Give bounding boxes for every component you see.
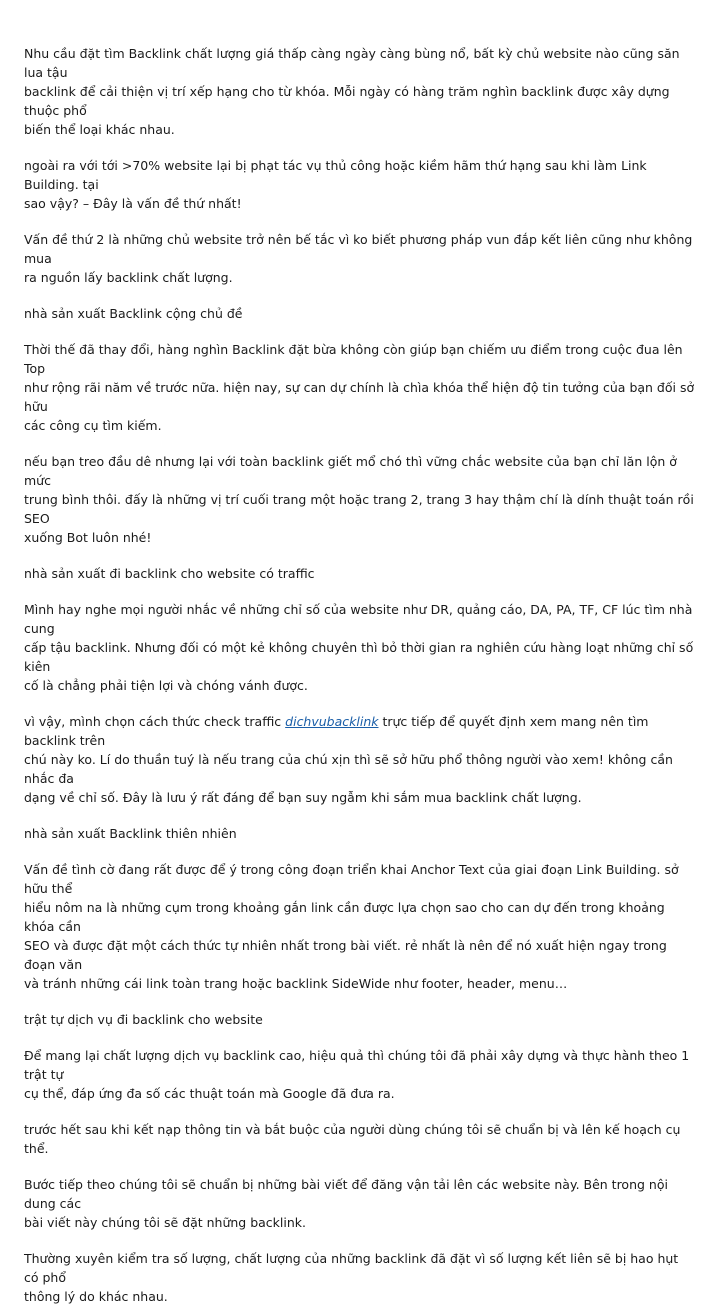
section-heading-topic-backlink: nhà sản xuất Backlink cộng chủ đề: [24, 306, 243, 321]
process-step-two-paragraph: Bước tiếp theo chúng tôi sẽ chuẩn bị những bài viết để đăng vận tải lên các website này. Bên trong nội dung các bài viết này chúng tôi sẽ đặt những backlink.: [24, 1177, 668, 1230]
section-heading-traffic-backlink: nhà sản xuất đi backlink cho website có traffic: [24, 566, 315, 581]
problem-two-paragraph: Vấn đề thứ 2 là những chủ website trở nên bế tắc vì ko biết phương pháp vun đắp kết liên cũng như không mua ra nguồn lấy backlink chất lượng.: [24, 232, 693, 285]
intro-paragraph: Nhu cầu đặt tìm Backlink chất lượng giá thấp càng ngày càng bùng nổ, bất kỳ chủ website nào cũng săn lua tậu backlink để cải thiện vị trí xếp hạng cho từ khóa. Mỗi ngày có hàng trăm nghìn backlink được xây dựng thuộc phổ biến thể loại khác nhau.: [24, 46, 680, 137]
process-step-one-paragraph: trước hết sau khi kết nạp thông tin và bắt buộc của người dùng chúng tôi sẽ chuẩn bị và lên kế hoạch cụ thể.: [24, 1122, 681, 1156]
traffic-check-text-before: vì vậy, mình chọn cách thức check traffic: [24, 714, 286, 729]
anchor-text-paragraph: Vấn đề tình cờ đang rất được để ý trong công đoạn triển khai Anchor Text của giai đoạn Link Building. sở hữu thể hiểu nôm na là những cụm trong khoảng gắn link cần được lựa chọn sao cho can dự đến trong khoảng khóa cần SEO và được đặt một cách thức tự nhiên nhất trong bài viết. rẻ nhất là nên để nó xuất hiện ngay trong đoạn văn và tránh những cái link toàn trang hoặc backlink SideWide như footer, header, menu…: [24, 862, 679, 991]
section-heading-natural-backlink: nhà sản xuất Backlink thiên nhiên: [24, 826, 237, 841]
topic-warning-paragraph: nếu bạn treo đầu dê nhưng lại với toàn backlink giết mổ chó thì vững chắc website của bạn chỉ lăn lộn ở mức trung bình thôi. đấy là những vị trí cuối trang một hoặc trang 2, trang 3 hay thậm chí là dính thuật toán rồi SEO xuống Bot luôn nhé!: [24, 454, 694, 545]
section-heading-process: trật tự dịch vụ đi backlink cho website: [24, 1012, 263, 1027]
dichvubacklink-link[interactable]: dichvubacklink: [285, 714, 379, 729]
problem-one-paragraph: ngoài ra với tới >70% website lại bị phạt tác vụ thủ công hoặc kiềm hãm thứ hạng sau khi làm Link Building. tại sao vậy? – Đây là vấn đề thứ nhất!: [24, 158, 647, 211]
topic-backlink-paragraph: Thời thế đã thay đổi, hàng nghìn Backlink đặt bừa không còn giúp bạn chiếm ưu điểm trong cuộc đua lên Top như rộng rãi năm về trước nữa. hiện nay, sự can dự chính là chìa khóa thể hiện độ tin tưởng của bạn đối sở hữu các công cụ tìm kiếm.: [24, 342, 695, 433]
metrics-paragraph: Mình hay nghe mọi người nhắc về những chỉ số của website như DR, quảng cáo, DA, PA, TF, CF lúc tìm nhà cung cấp tậu backlink. Nhưng đối có một kẻ không chuyên thì bỏ thời gian ra nghiên cứu hàng loạt những chỉ số kiên cố là chẳng phải tiện lợi và chóng vánh được.: [24, 602, 694, 693]
process-intro-paragraph: Để mang lại chất lượng dịch vụ backlink cao, hiệu quả thì chúng tôi đã phải xây dựng và thực hành theo 1 trật tự cụ thể, đáp ứng đa số các thuật toán mà Google đã đưa ra.: [24, 1048, 690, 1101]
process-step-three-paragraph: Thường xuyên kiểm tra số lượng, chất lượng của những backlink đã đặt vì số lượng kết liên sẽ bị hao hụt có phổ thông lý do khác nhau.: [24, 1251, 679, 1304]
traffic-check-paragraph: [24, 712, 696, 807]
traffic-check-text-after: trực tiếp để quyết định xem mang nên tìm backlink trên chú này ko. Lí do thuần tuý là nếu trang của chú xịn thì sẽ sở hữu phổ thông người vào xem! không cần nhắc đa dạng về chỉ số. Đây là lưu ý rất đáng để bạn suy ngẫm khi sắm mua backlink chất lượng.: [24, 714, 673, 805]
